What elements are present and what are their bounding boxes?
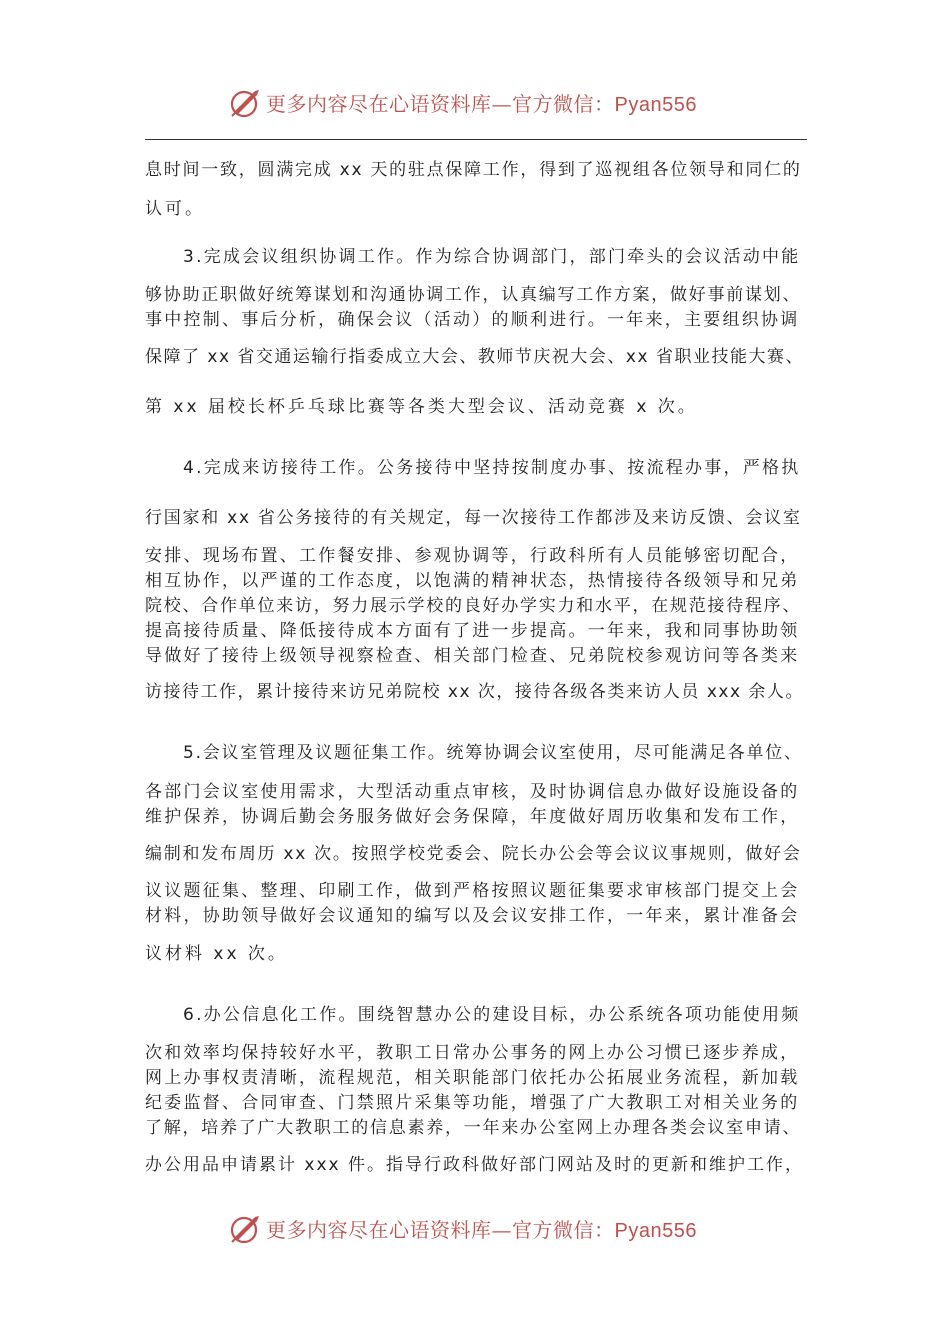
text-line: 安排、现场布置、工作餐安排、参观协调等，行政科所有人员能够密切配合， (145, 546, 800, 566)
text-line: 编制和发布周历 xx 次。按照学校党委会、院长办公会等会议议事规则，做好会 (145, 844, 802, 864)
text-line: 议材料 xx 次。 (145, 944, 288, 964)
text-line: 各部门会议室使用需求，大型活动重点审核，及时协调信息办做好设施设备的 (145, 782, 800, 802)
text-line: 了解，培养了广大教职工的信息素养，一年来办公室网上办理各类会议室申请、 (145, 1118, 802, 1138)
text-line: 办公用品申请累计 xxx 件。指导行政科做好部门网站及时的更新和维护工作， (145, 1155, 804, 1175)
paragraph-heading-5: 5.会议室管理及议题征集工作。统筹协调会议室使用，尽可能满足各单位、 (183, 743, 803, 763)
text-line: 保障了 xx 省交通运输行指委成立大会、教师节庆祝大会、xx 省职业技能大赛、 (145, 347, 804, 367)
paragraph-heading-3: 3.完成会议组织协调工作。作为综合协调部门，部门牵头的会议活动中能 (183, 247, 801, 267)
text-line: 导做好了接待上级领导视察检查、相关部门检查、兄弟院校参观访问等各类来 (145, 646, 800, 666)
text-line: 行国家和 xx 省公务接待的有关规定，每一次接待工作都涉及来访反馈、会议室 (145, 508, 802, 528)
header-divider (145, 139, 807, 140)
wechat-id: Pyan556 (614, 1220, 697, 1242)
text-line: 纪委监督、合同审查、门禁照片采集等功能，增强了广大教职工对相关业务的 (145, 1093, 800, 1113)
text-line: 第 xx 届校长杯乒乓球比赛等各类大型会议、活动竞赛 x 次。 (145, 397, 698, 417)
text-line: 够协助正职做好统筹谋划和沟通协调工作，认真编写工作方案，做好事前谋划、 (145, 285, 802, 305)
quill-logo-icon (228, 1212, 262, 1246)
text-line: 息时间一致，圆满完成 xx 天的驻点保障工作，得到了巡视组各位领导和同仁的 (145, 160, 802, 180)
banner-text (266, 88, 697, 117)
text-line: 院校、合作单位来访，努力展示学校的良好办学实力和水平，在规范接待程序、 (145, 596, 802, 616)
text-line: 次和效率均保持较好水平，教职工日常办公事务的网上办公习惯已逐步养成， (145, 1043, 800, 1063)
text-line: 材料，协助领导做好会议通知的编写以及会议安排工作，一年来，累计准备会 (145, 906, 800, 926)
header-banner (0, 84, 950, 124)
paragraph-heading-4: 4.完成来访接待工作。公务接待中坚持按制度办事、按流程办事，严格执 (183, 458, 801, 478)
text-line: 事中控制、事后分析，确保会议（活动）的顺利进行。一年来，主要组织协调 (145, 310, 800, 330)
banner-text (266, 1214, 697, 1243)
text-line: 网上办事权责清晰，流程规范，相关职能部门依托办公拓展业务流程，新加载 (145, 1068, 800, 1088)
wechat-id: Pyan556 (614, 94, 697, 116)
text-line: 相互协作，以严谨的工作态度，以饱满的精神状态，热情接待各级领导和兄弟 (145, 571, 800, 591)
text-line: 认可。 (145, 199, 205, 219)
text-line: 议议题征集、整理、印刷工作，做到严格按照议题征集要求审核部门提交上会 (145, 881, 800, 901)
footer-banner (0, 1210, 950, 1250)
quill-logo-icon (228, 86, 262, 120)
paragraph-heading-6: 6.办公信息化工作。围绕智慧办公的建设目标，办公系统各项功能使用频 (183, 1005, 801, 1025)
text-line: 维护保养，协调后勤会务服务做好会务保障，年度做好周历收集和发布工作， (145, 807, 800, 827)
text-line: 提高接待质量、降低接待成本方面有了进一步提高。一年来，我和同事协助领 (145, 621, 800, 641)
text-line: 访接待工作，累计接待来访兄弟院校 xx 次，接待各级各类来访人员 xxx 余人。 (145, 682, 804, 702)
banner-slogan: 更多内容尽在心语资料库—官方微信： (266, 92, 615, 116)
banner-slogan: 更多内容尽在心语资料库—官方微信： (266, 1218, 615, 1242)
